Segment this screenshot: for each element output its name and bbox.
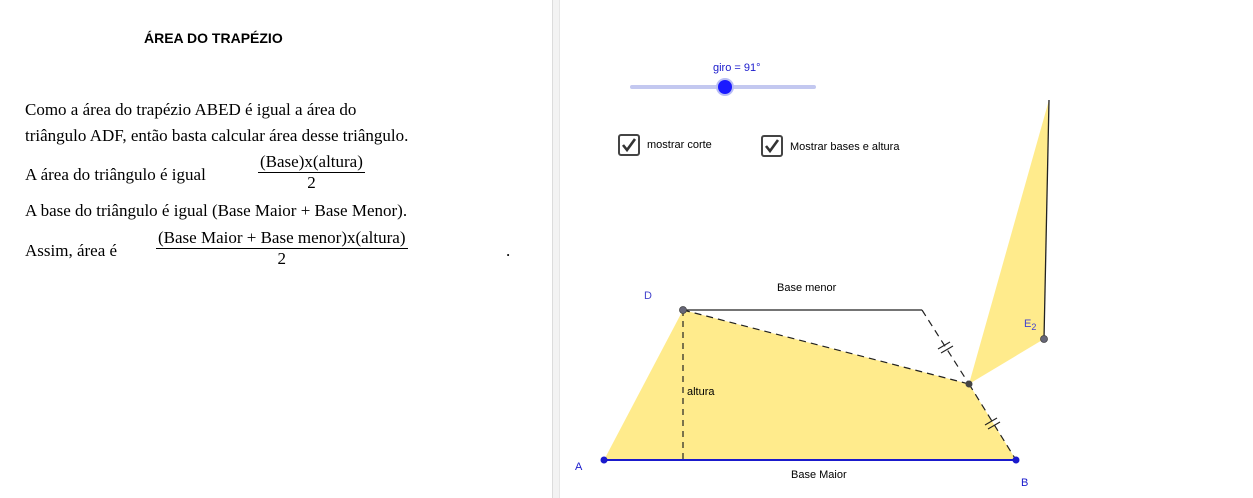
rotated-triangle[interactable] bbox=[969, 100, 1049, 384]
fraction-2-denominator: 2 bbox=[277, 249, 286, 268]
base-menor-label: Base menor bbox=[777, 282, 837, 294]
text-line-5: Assim, área é bbox=[25, 241, 118, 260]
point-a-label: A bbox=[575, 461, 583, 473]
page-title: ÁREA DO TRAPÉZIO bbox=[144, 30, 283, 46]
point-a[interactable] bbox=[601, 457, 608, 464]
point-e2-label bbox=[1024, 318, 1036, 332]
slider-label: giro = 91° bbox=[713, 62, 761, 74]
fraction-1-denominator: 2 bbox=[307, 173, 316, 192]
base-maior-label: Base Maior bbox=[791, 469, 847, 481]
text-line-3: A área do triângulo é igual bbox=[25, 165, 206, 184]
fraction-2-numerator: (Base Maior + Base menor)x(altura) bbox=[158, 228, 406, 247]
algebra-panel bbox=[0, 0, 552, 498]
text-line-4: A base do triângulo é igual (Base Maior + Base Menor). bbox=[25, 201, 408, 220]
point-e-subscript: 2 bbox=[1031, 322, 1037, 333]
point-e-letter: E bbox=[1024, 318, 1032, 330]
fraction-area-triangle bbox=[258, 151, 365, 192]
point-d-label: D bbox=[644, 290, 652, 302]
dashed-side-upper bbox=[922, 310, 969, 384]
geometry-canvas bbox=[560, 0, 1253, 498]
trailing-period: . bbox=[506, 241, 511, 260]
point-d[interactable] bbox=[680, 307, 687, 314]
equal-tick-marks-upper bbox=[938, 342, 953, 353]
mostrar-corte-label[interactable]: mostrar corte bbox=[647, 139, 712, 151]
point-f[interactable] bbox=[966, 381, 973, 388]
fraction-area-trapezoid bbox=[156, 227, 408, 268]
fraction-1-numerator: (Base)x(altura) bbox=[260, 152, 363, 171]
mostrar-bases-label[interactable]: Mostrar bases e altura bbox=[790, 141, 900, 153]
altura-label: altura bbox=[687, 386, 715, 398]
panel-splitter[interactable] bbox=[552, 0, 560, 498]
point-e2[interactable] bbox=[1041, 336, 1048, 343]
text-line-1: Como a área do trapézio ABED é igual a área do bbox=[25, 100, 357, 119]
text-line-2: triângulo ADF, então basta calcular área desse triângulo. bbox=[25, 126, 409, 145]
point-b-label: B bbox=[1021, 477, 1029, 489]
point-b[interactable] bbox=[1013, 457, 1020, 464]
trapezoid-polygon[interactable] bbox=[604, 310, 1016, 460]
graphics-view bbox=[560, 0, 1253, 498]
